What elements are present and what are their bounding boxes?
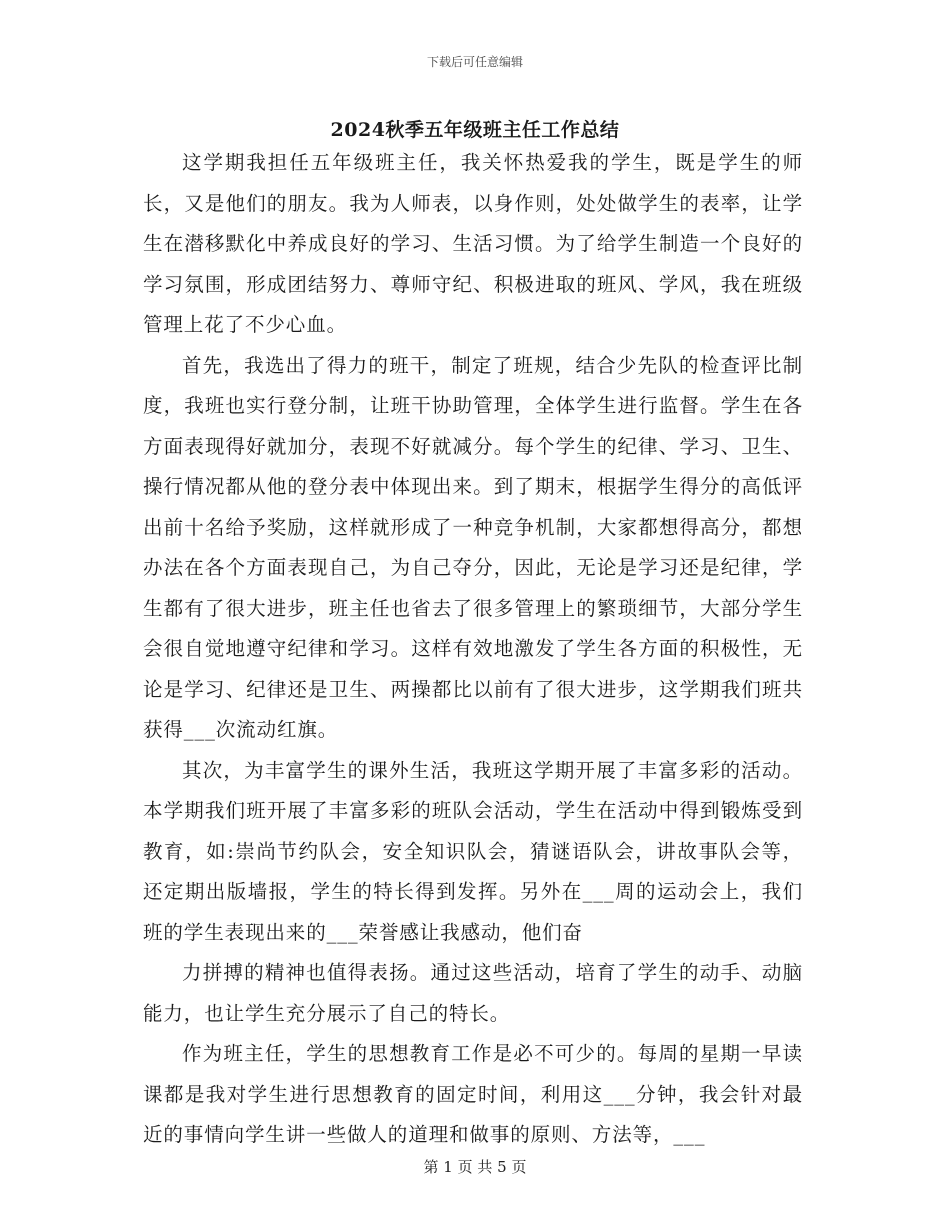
paragraph: 首先，我选出了得力的班干，制定了班规，结合少先队的检查评比制度，我班也实行登分制，让班干协助管理，全体学生进行监督。学生在各方面表现得好就加分，表现不好就减分。每个学生的纪律、学习、卫生、操行情况都从他的登分表中体现出来。到了期末，根据学生得分的高低评出前十名给予奖励，这样就形成了一种竞争机制，大家都想得高分，都想办法在各个方面表现自己，为自己夺分，因此，无论是学习还是纪律，学生都有了很大进步，班主任也省去了很多管理上的繁琐细节，大部分学生会很自觉地遵守纪律和学习。这样有效地激发了学生各方面的积极性，无论是学习、纪律还是卫生、两操都比以前有了很大进步，这学期我们班共获得___次流动红旗。 [143, 353, 803, 741]
document-title: 2024秋季五年级班主任工作总结 [330, 119, 620, 141]
page-number: 第 1 页 共 5 页 [423, 1158, 527, 1176]
paragraph: 其次，为丰富学生的课外生活，我班这学期开展了丰富多彩的活动。本学期我们班开展了丰富多彩的班队会活动，学生在活动中得到锻炼受到教育，如:崇尚节约队会，安全知识队会，猜谜语队会，讲故事队会等，还定期出版墙报，学生的特长得到发挥。另外在___周的运动会上，我们班的学生表现出来的___荣誉感让我感动，他们奋 [143, 758, 803, 944]
document-body [143, 143, 803, 1156]
paragraph: 力拼搏的精神也值得表扬。通过这些活动，培育了学生的动手、动脑能力，也让学生充分展示了自己的特长。 [143, 961, 803, 1025]
paragraph: 这学期我担任五年级班主任，我关怀热爱我的学生，既是学生的师长，又是他们的朋友。我为人师表，以身作则，处处做学生的表率，让学生在潜移默化中养成良好的学习、生活习惯。为了给学生制造一个良好的学习氛围，形成团结努力、尊师守纪、积极进取的班风、学风，我在班级管理上花了不少心血。 [143, 151, 803, 336]
header-note: 下载后可任意编辑 [426, 55, 523, 69]
paragraph: 作为班主任，学生的思想教育工作是必不可少的。每周的星期一早读课都是我对学生进行思想教育的固定时间，利用这___分钟，我会针对最近的事情向学生讲一些做人的道理和做事的原则、方法等，___ [143, 1042, 803, 1146]
